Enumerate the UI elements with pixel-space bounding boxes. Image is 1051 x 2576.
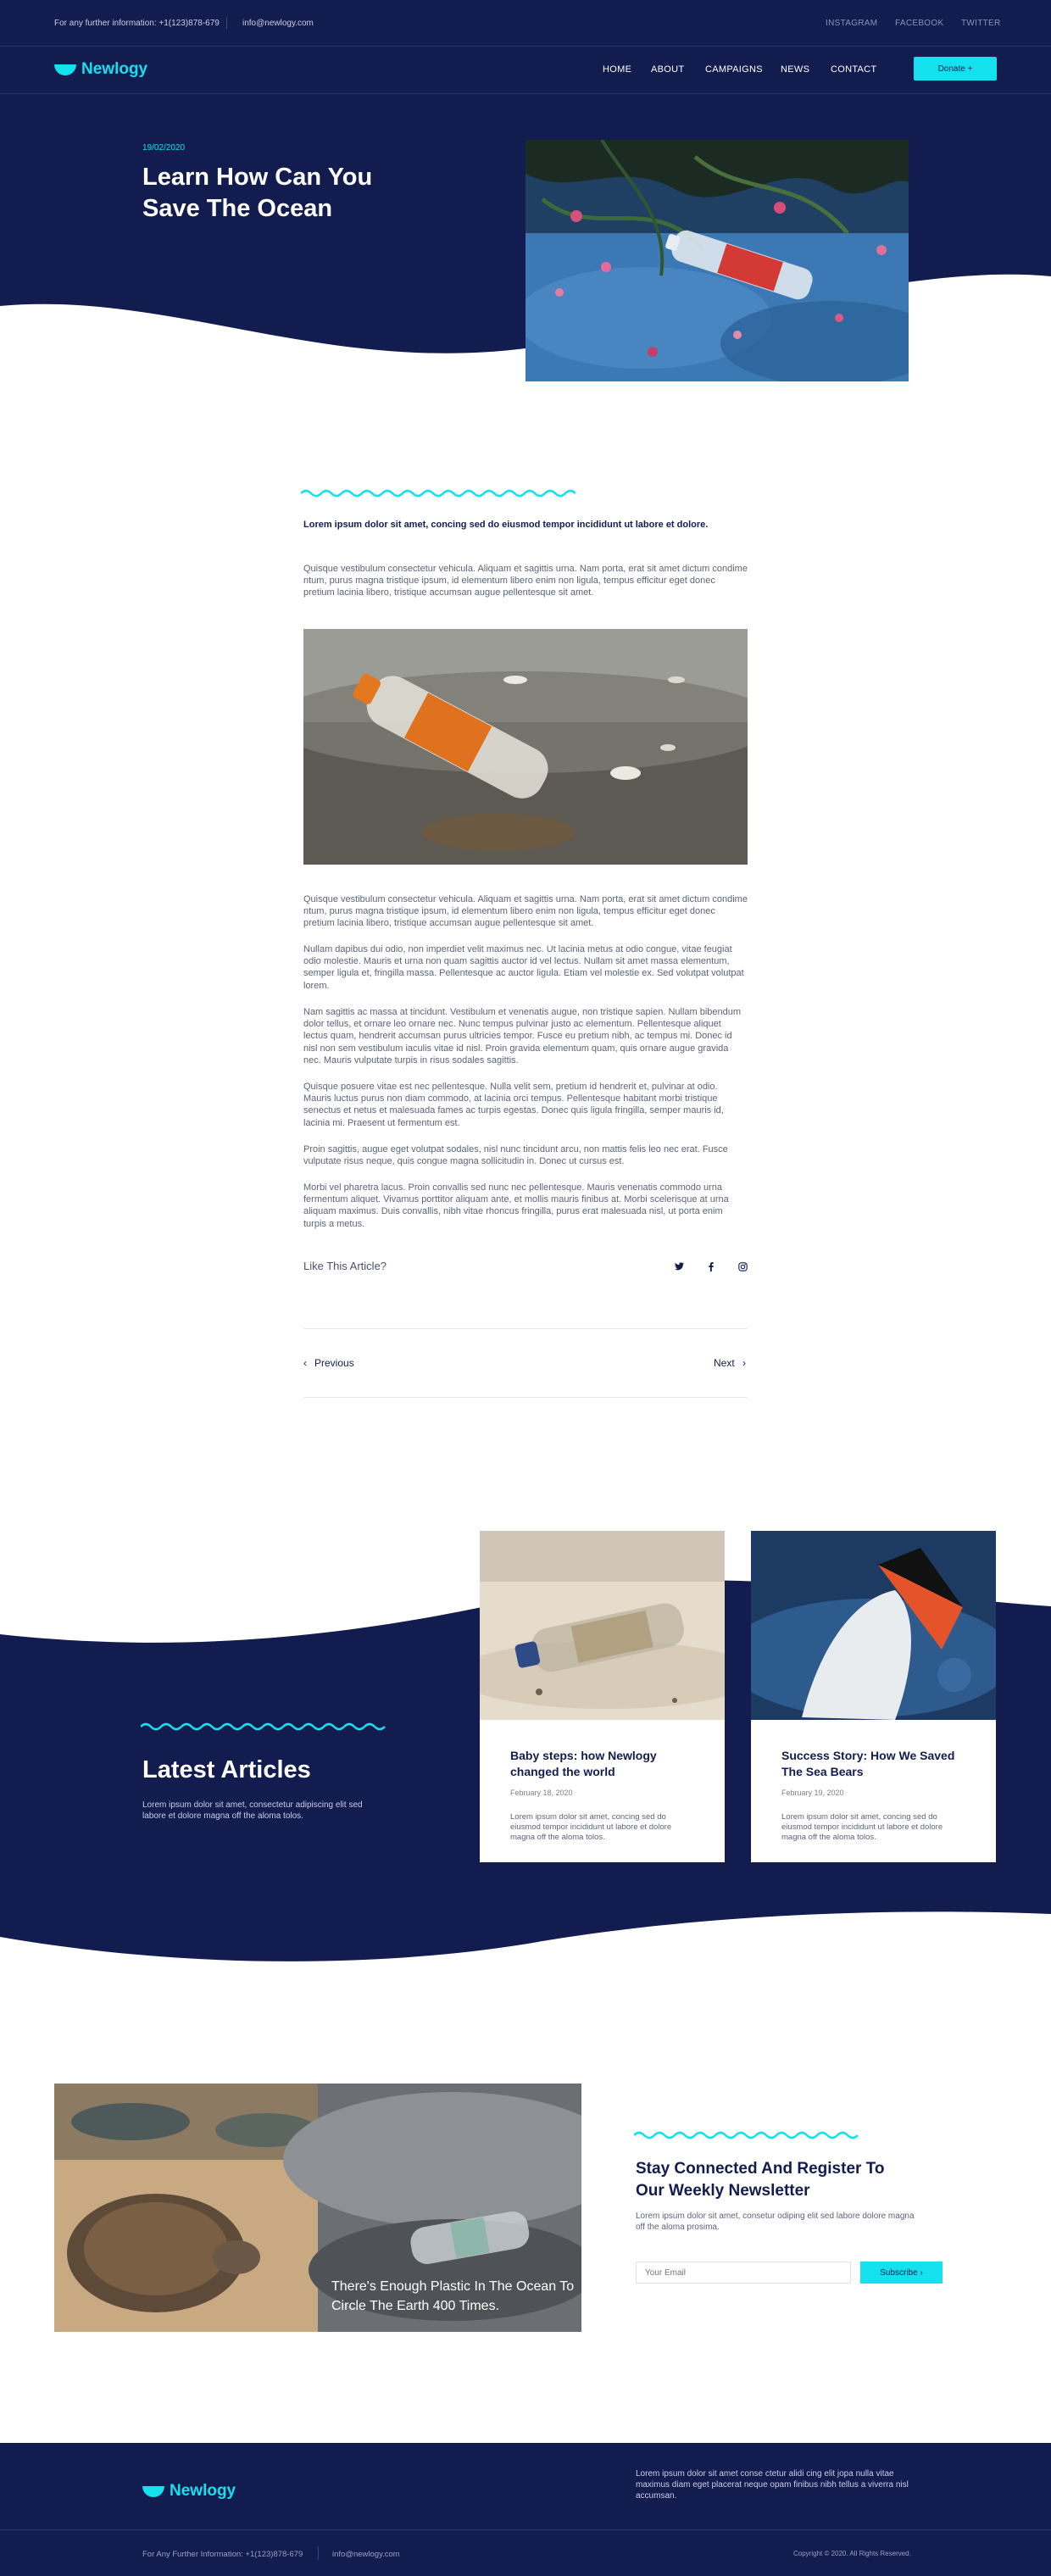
article-lead: Lorem ipsum dolor sit amet, concing sed do eiusmod tempor incididunt ut labore et dolore.	[303, 520, 709, 530]
contact-email-link[interactable]: info@newlogy.com	[242, 19, 314, 28]
donate-button[interactable]: Donate +	[914, 57, 997, 81]
nav-contact[interactable]: CONTACT	[831, 64, 877, 75]
footer-email-link[interactable]: info@newlogy.com	[332, 2550, 400, 2559]
facebook-icon[interactable]	[704, 1262, 718, 1274]
article-paragraph: Quisque vestibulum consectetur vehicula. Aliquam et sagittis urna. Nam porta, erat sit amet dictum condime ntum, purus magna tristique ipsum, id elementum libero enim non ligula, tempus efficitur eget donec pretium lacinia libero, tristique accumsan augue pellentesque sit amet.	[303, 894, 748, 929]
divider	[318, 2546, 319, 2560]
article-date: 19/02/2020	[142, 143, 186, 153]
article-paragraph: Proin sagittis, augue eget volutpat sodales, nisl nunc tincidunt arcu, non mattis felis leo nec erat. Fusce vulputate risus neque, quis congue magna sollicitudin in. Donec ut cursus est.	[303, 1144, 728, 1167]
logo-text: Newlogy	[170, 2482, 236, 2500]
article-card-excerpt: Lorem ipsum dolor sit amet, concing sed do eiusmod tempor incididunt ut labore et dolore magna off the aloma tolos.	[510, 1812, 672, 1842]
copyright: Copyright © 2020. All Rights Reserved.	[793, 2550, 911, 2557]
page-title: Learn How Can You Save The Ocean	[142, 164, 373, 222]
previous-link[interactable]: Previous	[314, 1357, 354, 1369]
decorative-wave-divider	[634, 2129, 863, 2141]
article-image	[303, 629, 748, 865]
logo[interactable]	[54, 60, 147, 79]
article-card-image	[480, 1531, 725, 1720]
article-card-date: February 18, 2020	[510, 1789, 573, 1797]
footer-description: Lorem ipsum dolor sit amet conse ctetur alidi cing elit jopa nulla vitae maximus diam eget placerat neque opam finibus nibh tellus a viverra nisl accumsan.	[636, 2469, 909, 2501]
next-link[interactable]: Next	[714, 1357, 735, 1369]
facebook-link[interactable]: FACEBOOK	[895, 19, 944, 28]
article-paragraph: Morbi vel pharetra lacus. Proin convallis sed nunc nec pellentesque. Mauris venenatis commodo urna fermentum aliquet. Vivamus porttitor aliquam ante, et mollis mauris finibus at. Morbi scelerisque at urna aliquam maximus. Duis convallis, nibh vitae rhoncus fringilla, purus erat malesuada nisl, ut porta enim turpis a metus.	[303, 1182, 729, 1229]
divider	[303, 1328, 748, 1329]
twitter-icon[interactable]	[672, 1262, 686, 1273]
main-header	[0, 47, 1051, 94]
article-card-image	[751, 1531, 996, 1720]
nav-news[interactable]: NEWS	[781, 64, 810, 75]
article-card-title[interactable]: Success Story: How We Saved The Sea Bears	[781, 1749, 955, 1778]
decorative-wave-divider	[141, 1721, 390, 1733]
article-paragraph: Nam sagittis ac massa at tincidunt. Vestibulum et venenatis augue, non tristique sapien. Nullam bibendum dolor tellus, et ornare leo ornare nec. Nunc tempus pulvinar justo ac elementum. Pellentesque aliquet lectus quam, hendrerit accumsan purus ultricies tempor. Fusce eu pretium nibh, ac tempus mi. Donec id nisl non sem vestibulum iaculis vitae id nisl. Proin gravida elementum quam, quis ornare augue gravida nec. Mauris vulputate turpis in risus sodales sagittis.	[303, 1007, 742, 1065]
instagram-icon[interactable]	[736, 1262, 749, 1274]
nav-home[interactable]: HOME	[603, 64, 632, 75]
newsletter-description: Lorem ipsum dolor sit amet, consetur odiping elit sed labore dolore magna off the aloma prosima.	[636, 2212, 915, 2232]
decorative-wave-divider	[301, 487, 576, 499]
article-card-date: February 19, 2020	[781, 1789, 844, 1797]
chevron-left-icon[interactable]: ‹	[303, 1357, 307, 1369]
article-card[interactable]	[751, 1531, 996, 1862]
hero-section	[0, 94, 1051, 391]
nav-about[interactable]: ABOUT	[651, 64, 685, 75]
article-intro: Quisque vestibulum consectetur vehicula. Aliquam et sagittis urna. Nam porta, erat sit amet dictum condime ntum, purus magna tristique ipsum, id elementum libero enim non ligula, tempus efficitur eget donec pretium lacinia libero, tristique accumsan augue pellentesque sit amet.	[303, 564, 748, 598]
share-label: Like This Article?	[303, 1260, 387, 1272]
article-card-title[interactable]: Baby steps: how Newlogy changed the world	[510, 1749, 657, 1778]
hero-image	[526, 140, 909, 381]
instagram-link[interactable]: INSTAGRAM	[826, 19, 878, 28]
divider	[303, 1397, 748, 1398]
article-card-excerpt: Lorem ipsum dolor sit amet, concing sed do eiusmod tempor incididunt ut labore et dolore magna off the aloma tolos.	[781, 1812, 943, 1842]
nav-campaigns[interactable]: CAMPAIGNS	[705, 64, 763, 75]
logo-wave-icon	[142, 2486, 164, 2497]
divider	[0, 2529, 1051, 2530]
divider	[226, 17, 227, 29]
article-card[interactable]	[480, 1531, 725, 1862]
section-title: Latest Articles	[142, 1756, 311, 1783]
footer-logo[interactable]	[142, 2482, 236, 2501]
logo-text: Newlogy	[81, 60, 148, 78]
chevron-right-icon[interactable]: ›	[742, 1357, 746, 1369]
section-description: Lorem ipsum dolor sit amet, consectetur adipiscing elit sed labore et dolore magna off the aloma tolos.	[142, 1800, 363, 1821]
footer-contact-info: For Any Further Information: +1(123)878-679	[142, 2550, 303, 2559]
newsletter-title: Stay Connected And Register To Our Weekly Newsletter	[636, 2160, 885, 2200]
footer	[0, 2443, 1051, 2576]
latest-articles-section	[0, 1509, 1051, 1983]
email-field[interactable]	[636, 2262, 851, 2284]
logo-wave-icon	[54, 64, 76, 75]
top-bar	[0, 0, 1051, 47]
article-paragraph: Nullam dapibus dui odio, non imperdiet velit maximus nec. Ut lacinia metus at odio congue, vitae feugiat odio molestie. Mauris et urna non quam sagittis auctor id vel lectus. Nullam sit amet massa elementum, semper ligula et, fringilla massa. Pellentesque ac auctor ligula. Etiam vel molestie ex. Sed volutpat volutpat lorem.	[303, 944, 744, 991]
subscribe-button[interactable]: Subscribe ›	[860, 2262, 943, 2284]
article-paragraph: Quisque posuere vitae est nec pellentesque. Nulla velit sem, pretium id hendrerit et, pulvinar at odio. Mauris luctus purus non diam commodo, at lacinia orci tempus. Pellentesque habitant morbi tristique senectus et netus et malesuada fames ac turpis egestas. Donec quis ligula fringilla, semper mauris id, lacinia mi. Praesent ut fermentum est.	[303, 1082, 724, 1128]
promo-caption: There's Enough Plastic In The Ocean To Circle The Earth 400 Times.	[331, 2279, 575, 2313]
twitter-link[interactable]: TWITTER	[961, 19, 1001, 28]
promo-image	[54, 2084, 581, 2332]
contact-info: For any further information: +1(123)878-679	[54, 19, 220, 28]
